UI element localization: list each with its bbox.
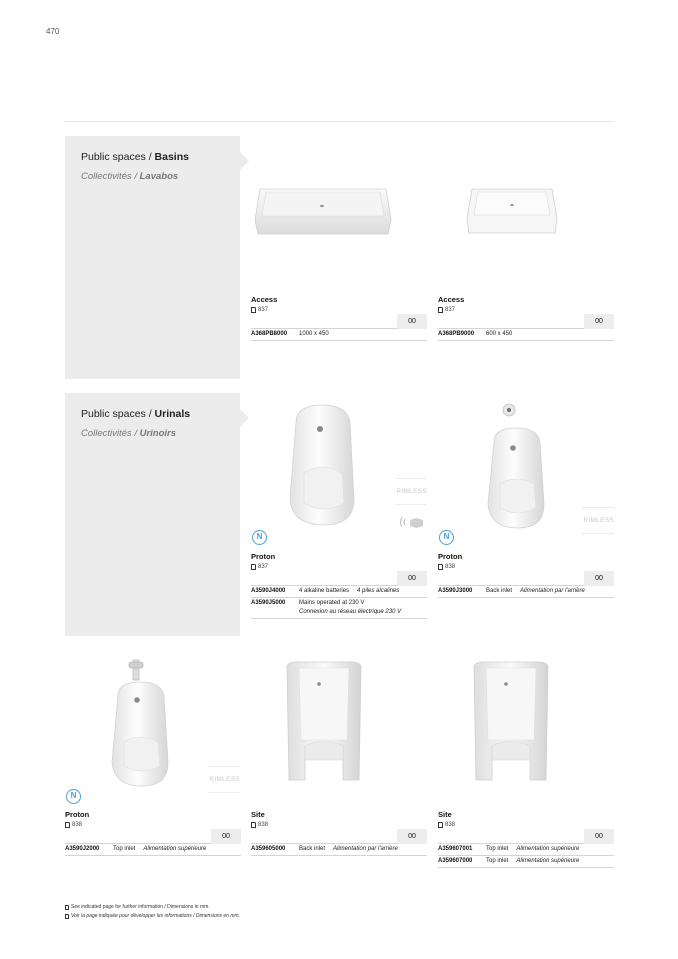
finish-code: 00 bbox=[584, 829, 614, 844]
page-reference: 837 bbox=[251, 305, 427, 314]
reference-row: A359607001 Top inlet Alimentation supérieure bbox=[438, 844, 614, 856]
site-urinal-image bbox=[285, 660, 363, 784]
section-panel-urinals bbox=[65, 393, 240, 636]
proton-urinal-top-inlet-image bbox=[108, 658, 176, 788]
page-icon bbox=[438, 822, 443, 828]
section-panel-basins bbox=[65, 136, 240, 379]
new-badge-icon: N bbox=[252, 530, 267, 545]
finish-code: 00 bbox=[397, 314, 427, 329]
new-badge-icon: N bbox=[66, 789, 81, 804]
product-proton-top-inlet bbox=[65, 810, 241, 856]
section-subtitle: Collectivités / Urinoirs bbox=[81, 428, 177, 439]
finish-code: 00 bbox=[584, 314, 614, 329]
finish-code: 00 bbox=[397, 829, 427, 844]
footnote-fr: Voir la page indiquée pour développer les informations / Dimensions en mm. bbox=[65, 913, 240, 919]
product-name: Proton bbox=[438, 552, 463, 561]
product-name: Access bbox=[251, 295, 278, 304]
reference-row: A368PB9000 600 x 450 bbox=[438, 329, 614, 341]
product-name: Proton bbox=[251, 552, 276, 561]
rimless-label: RIMLESS bbox=[395, 478, 427, 505]
page-reference: 837 bbox=[251, 562, 427, 571]
access-basin-small-image bbox=[466, 187, 558, 237]
product-site-top-inlet bbox=[438, 810, 614, 868]
proton-urinal-back-inlet-image bbox=[482, 400, 552, 530]
page-reference: 838 bbox=[438, 562, 614, 571]
page-icon bbox=[65, 905, 69, 910]
product-name: Site bbox=[438, 810, 452, 819]
product-name: Site bbox=[251, 810, 265, 819]
page-reference: 838 bbox=[438, 820, 614, 829]
page-icon bbox=[251, 564, 256, 570]
sensor-icon bbox=[399, 515, 425, 529]
reference-row: A3590J3000 Back inlet Alimentation par l'arrière bbox=[438, 586, 614, 598]
new-badge-icon: N bbox=[439, 530, 454, 545]
product-proton-battery bbox=[251, 552, 427, 619]
section-title: Public spaces / Urinals bbox=[81, 408, 191, 420]
reference-row: A3590J4000 4 alkaline batteries 4 piles alcalines bbox=[251, 586, 427, 598]
reference-row: A359605000 Back inlet Alimentation par l'arrière bbox=[251, 844, 427, 856]
page-icon bbox=[251, 822, 256, 828]
page-icon bbox=[65, 822, 70, 828]
product-access-1000 bbox=[251, 295, 427, 341]
page-number: 470 bbox=[46, 27, 60, 36]
page-icon bbox=[438, 307, 443, 313]
finish-code: 00 bbox=[211, 829, 241, 844]
finish-code: 00 bbox=[397, 571, 427, 586]
access-basin-large-image bbox=[254, 186, 392, 238]
section-title: Public spaces / Basins bbox=[81, 151, 189, 163]
page-reference: 838 bbox=[251, 820, 427, 829]
reference-row: A359607000 Top inlet Alimentation supérieure bbox=[438, 856, 614, 868]
product-name: Proton bbox=[65, 810, 90, 819]
page-icon bbox=[251, 307, 256, 313]
page-reference: 837 bbox=[438, 305, 614, 314]
site-urinal-top-inlet-image bbox=[472, 660, 550, 784]
page-icon bbox=[438, 564, 443, 570]
section-subtitle: Collectivités / Lavabos bbox=[81, 171, 179, 182]
page-icon bbox=[65, 914, 69, 919]
reference-row: A3590J2000 Top inlet Alimentation supérieure bbox=[65, 844, 241, 856]
rimless-label: RIMLESS bbox=[582, 507, 614, 534]
top-divider bbox=[65, 121, 614, 122]
proton-urinal-image bbox=[286, 403, 358, 527]
page-reference: 838 bbox=[65, 820, 241, 829]
reference-row: A368PB8000 1000 x 450 bbox=[251, 329, 427, 341]
product-name: Access bbox=[438, 295, 465, 304]
rimless-label: RIMLESS bbox=[208, 766, 240, 793]
product-site-back-inlet bbox=[251, 810, 427, 856]
product-proton-back-inlet bbox=[438, 552, 614, 598]
reference-row: A3590J5000 Mains operated at 230 V Connexion au réseau électrique 230 V bbox=[251, 598, 427, 619]
footnote-en: See indicated page for further information / Dimensions in mm. bbox=[65, 904, 210, 910]
finish-code: 00 bbox=[584, 571, 614, 586]
product-access-600 bbox=[438, 295, 614, 341]
